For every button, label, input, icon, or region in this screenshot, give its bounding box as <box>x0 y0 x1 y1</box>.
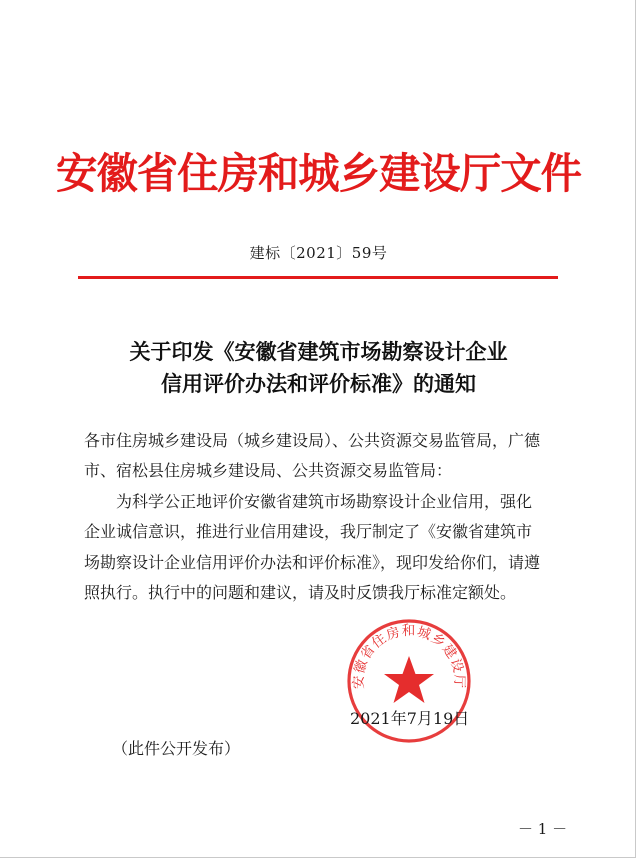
seal-text: 安徽省住房和城乡建设厅 <box>350 623 468 690</box>
issue-date: 2021年7月19日 <box>350 709 470 728</box>
addressee-line2: 市、宿松县住房城乡建设局、公共资源交易监管局： <box>84 461 453 480</box>
addressee-line1: 各市住房城乡建设局（城乡建设局）、公共资源交易监管局，广德 <box>84 431 541 450</box>
seal-star-icon <box>384 656 434 703</box>
body-line4: 照执行。执行中的问题和建议，请及时反馈我厅标准定额处。 <box>84 583 517 602</box>
red-divider-line <box>78 276 558 279</box>
agency-header-title: 安徽省住房和城乡建设厅文件 <box>55 149 582 198</box>
document-number: 建标〔2021〕59号 <box>249 244 388 262</box>
notice-title-line1: 关于印发《安徽省建筑市场勘察设计企业 <box>129 339 508 364</box>
body-line1: 为科学公正地评价安徽省建筑市场勘察设计企业信用，强化 <box>84 492 533 511</box>
publish-note: （此件公开发布） <box>112 739 241 758</box>
body-line3: 场勘察设计企业信用评价办法和评价标准》，现印发给你们，请遵 <box>84 553 541 572</box>
page-number: － 1 － <box>518 820 568 838</box>
body-line2: 企业诚信意识，推进行业信用建设，我厅制定了《安徽省建筑市 <box>84 522 533 541</box>
notice-title-line2: 信用评价办法和评价标准》的通知 <box>161 371 476 396</box>
